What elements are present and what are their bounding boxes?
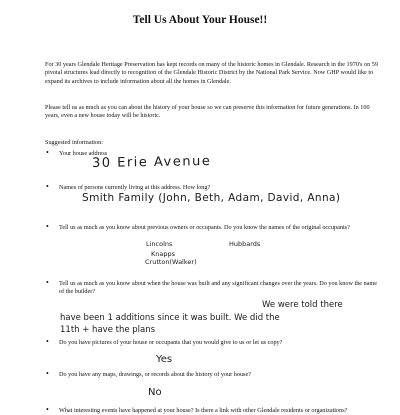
answer-previous-owner: Lincolns (146, 240, 173, 248)
bullet-icon: • (46, 182, 49, 191)
answer-previous-owner: Crutton(Walker) (145, 258, 197, 266)
answer-house-history: We were told there (262, 300, 343, 310)
suggested-label: Suggested information: (45, 139, 103, 146)
bullet-icon: • (46, 222, 49, 231)
answer-house-history: have been 1 additions since it was built. We did the (60, 313, 280, 323)
question-previous-owners: Tell us as much as you know about previous owners or occupants. Do you know the names of the original occupants? (59, 224, 350, 231)
question-pictures: Do you have pictures of your house or occupants that you would give to us or let us copy? (59, 339, 283, 346)
question-current-residents: Names of persons currently living at this address. How long? (59, 184, 211, 191)
question-maps-records: Do you have any maps, drawings, or records about the history of your house? (59, 371, 251, 378)
answer-current-residents: Smith Family (John, Beth, Adam, David, Anna) (82, 192, 341, 204)
intro-paragraph: For 30 years Glendale Heritage Preservation has kept records on many of the historic homes in Glendale. Research in the 1970's on 59 pivotal structures lead directly to recognition of the Glendale Historic District by the National Park Service. Now GHP would like to expand its archives to include information about all the homes in Glendale. (45, 61, 378, 85)
answer-address: 30 Erie Avenue (91, 153, 212, 172)
bullet-icon: • (46, 369, 49, 378)
question-address: Your house address (59, 150, 108, 157)
bullet-icon: • (46, 278, 49, 287)
answer-previous-owner: Hubbards (229, 240, 261, 248)
answer-house-history: 11th + have the plans (60, 325, 156, 335)
question-interesting-events: What interesting events have happened at your house? Is there a link with other Glendale residents or organizations? (59, 407, 348, 414)
answer-previous-owner: Knapps (151, 250, 176, 258)
answer-pictures: Yes (156, 354, 173, 365)
bullet-icon: • (46, 405, 49, 414)
page-title: Tell Us About Your House!! (132, 14, 268, 26)
request-paragraph: Please tell us as much as you can about the history of your house so we can preserve this information for future generations. In 100 years, even a new house today will be historic. (45, 104, 370, 120)
bullet-icon: • (46, 148, 49, 157)
bullet-icon: • (46, 337, 49, 346)
answer-maps-records: No (148, 387, 162, 398)
question-house-history: Tell us as much as you know about when the house was built and any significant changes over the years. Do you know the name of the builder? (59, 280, 377, 296)
